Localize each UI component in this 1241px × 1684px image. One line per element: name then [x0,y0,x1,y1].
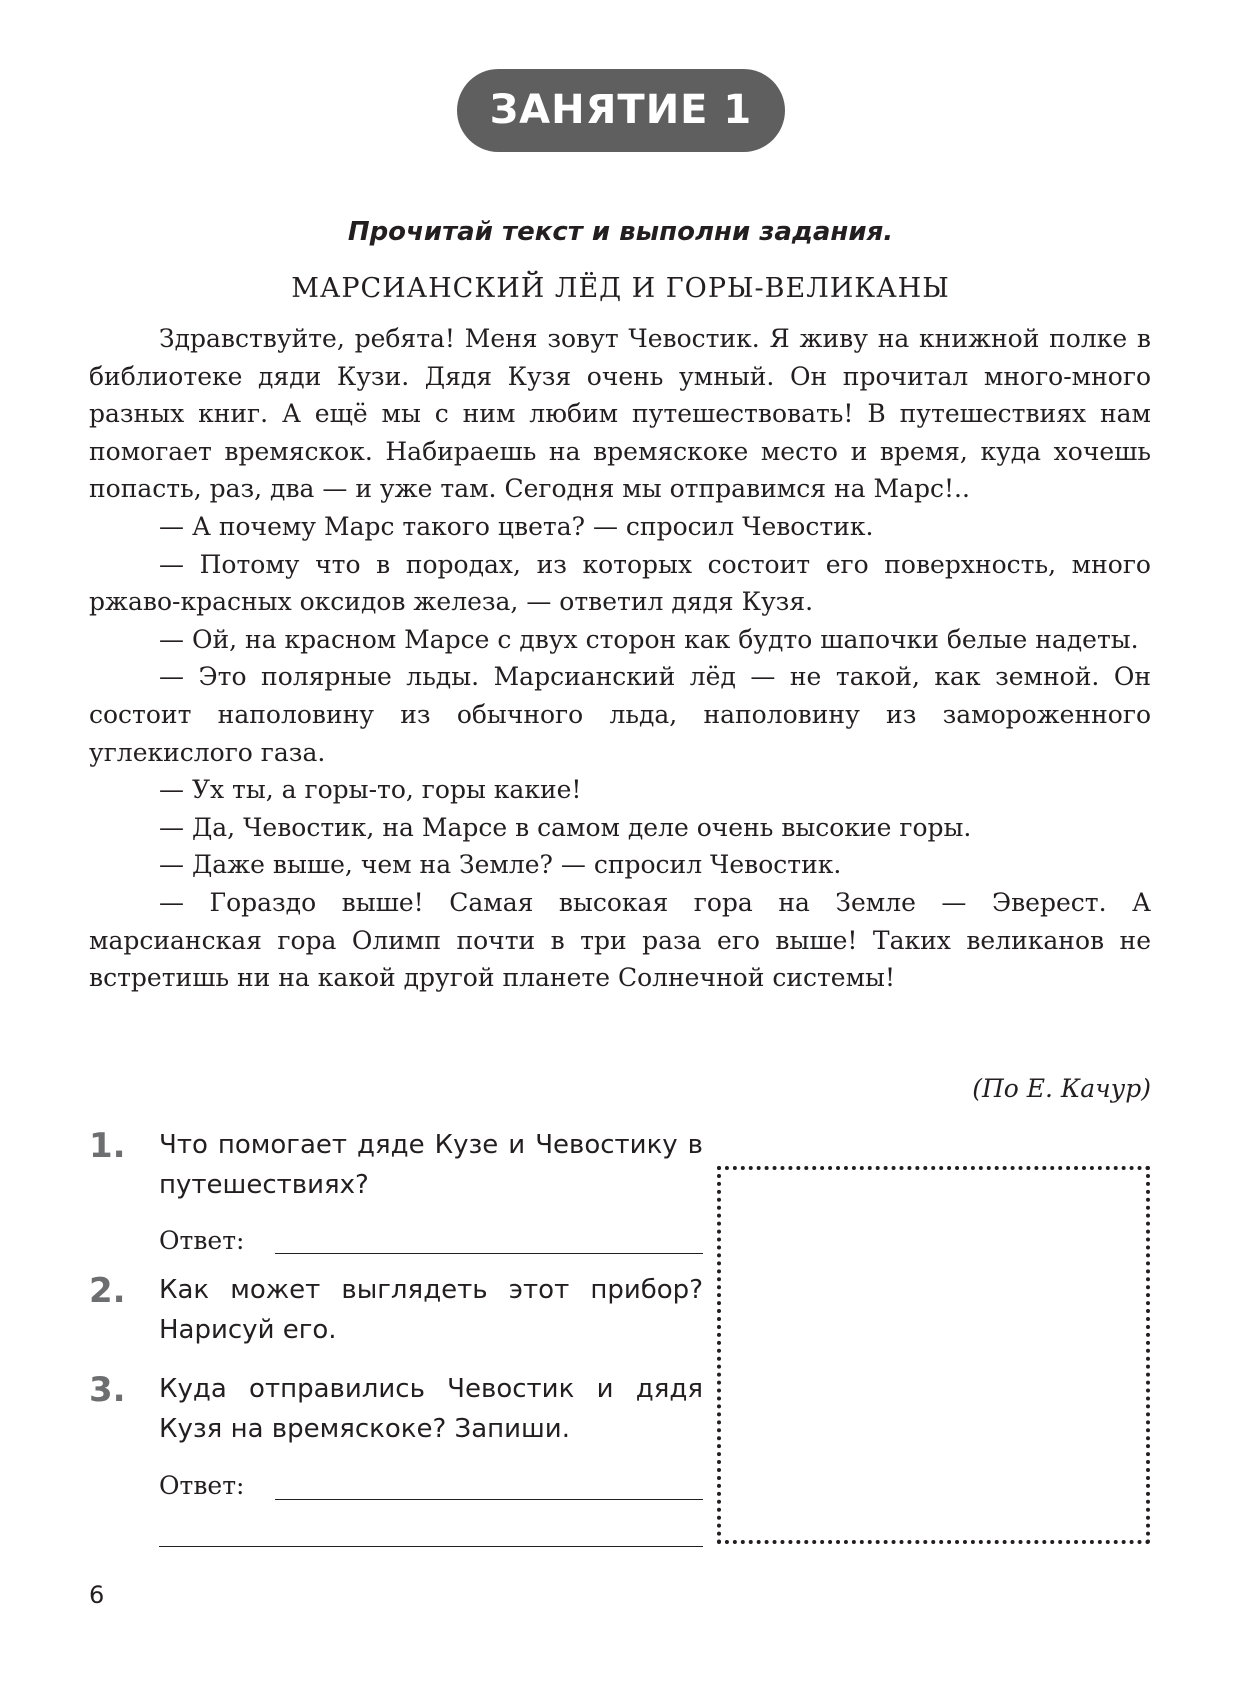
story-paragraph: — Ух ты, а горы-то, горы какие! [159,775,582,805]
story-text [89,320,1151,997]
task-1-answer-line[interactable] [275,1253,703,1254]
story-paragraph: — Даже выше, чем на Земле? — спросил Чевостик. [159,850,842,880]
task-1-number: 1. [89,1126,126,1166]
page-number: 6 [89,1581,105,1609]
task-3-question: Куда отправились Чевостик и дядя Кузя на времяскоке? Запиши. [159,1374,703,1444]
task-3-number: 3. [89,1370,126,1410]
task-1-answer-label: Ответ: [159,1226,245,1255]
task-3-answer-label: Ответ: [159,1471,245,1500]
story-paragraph: — Ой, на красном Марсе с двух сторон как будто шапочки белые надеты. [159,624,1139,654]
story-paragraph: — Гораздо выше! Самая высокая гора на Земле — Эверест. А марсианская гора Олимп почти в три раза его выше! Таких великанов не встретишь ни на какой другой планете Солнечной системы! [89,887,1151,993]
story-paragraph: Здравствуйте, ребята! Меня зовут Чевостик. Я живу на книжной полке в библиотеке дяди Кузи. Дядя Кузя очень умный. Он прочитал много-много разных книг. А ещё мы с ним любим путешествовать! В путешествиях нам помогает времяскок. Набираешь на времяскоке место и время, куда хочешь попасть, раз, два — и уже там. Сегодня мы отправимся на Марс!.. [89,324,1151,504]
story-paragraph: — Да, Чевостик, на Марсе в самом деле очень высокие горы. [159,812,972,842]
drawing-area[interactable] [717,1166,1150,1544]
task-2-number: 2. [89,1271,126,1311]
task-3-answer-line[interactable] [275,1499,703,1500]
story-paragraph: — А почему Марс такого цвета? — спросил Чевостик. [159,511,874,541]
story-title: МАРСИАНСКИЙ ЛЁД И ГОРЫ-ВЕЛИКАНЫ [291,273,950,304]
lesson-badge: ЗАНЯТИЕ 1 [457,69,785,152]
task-1-question: Что помогает дяде Кузе и Чевостику в путешествиях? [159,1130,703,1200]
instruction-heading: Прочитай текст и выполни задания. [347,217,894,247]
task-2-question: Как может выглядеть этот прибор? Нарисуй его. [159,1275,703,1345]
task-3-answer-line-2[interactable] [159,1546,703,1547]
story-paragraph: — Это полярные льды. Марсианский лёд — не такой, как земной. Он состоит наполовину из обычного льда, наполовину из замороженного углекислого газа. [89,662,1151,767]
story-author: (По Е. Качур) [972,1074,1151,1103]
story-paragraph: — Потому что в породах, из которых состоит его поверхность, много ржаво-красных оксидов железа, — ответил дядя Кузя. [89,549,1151,617]
